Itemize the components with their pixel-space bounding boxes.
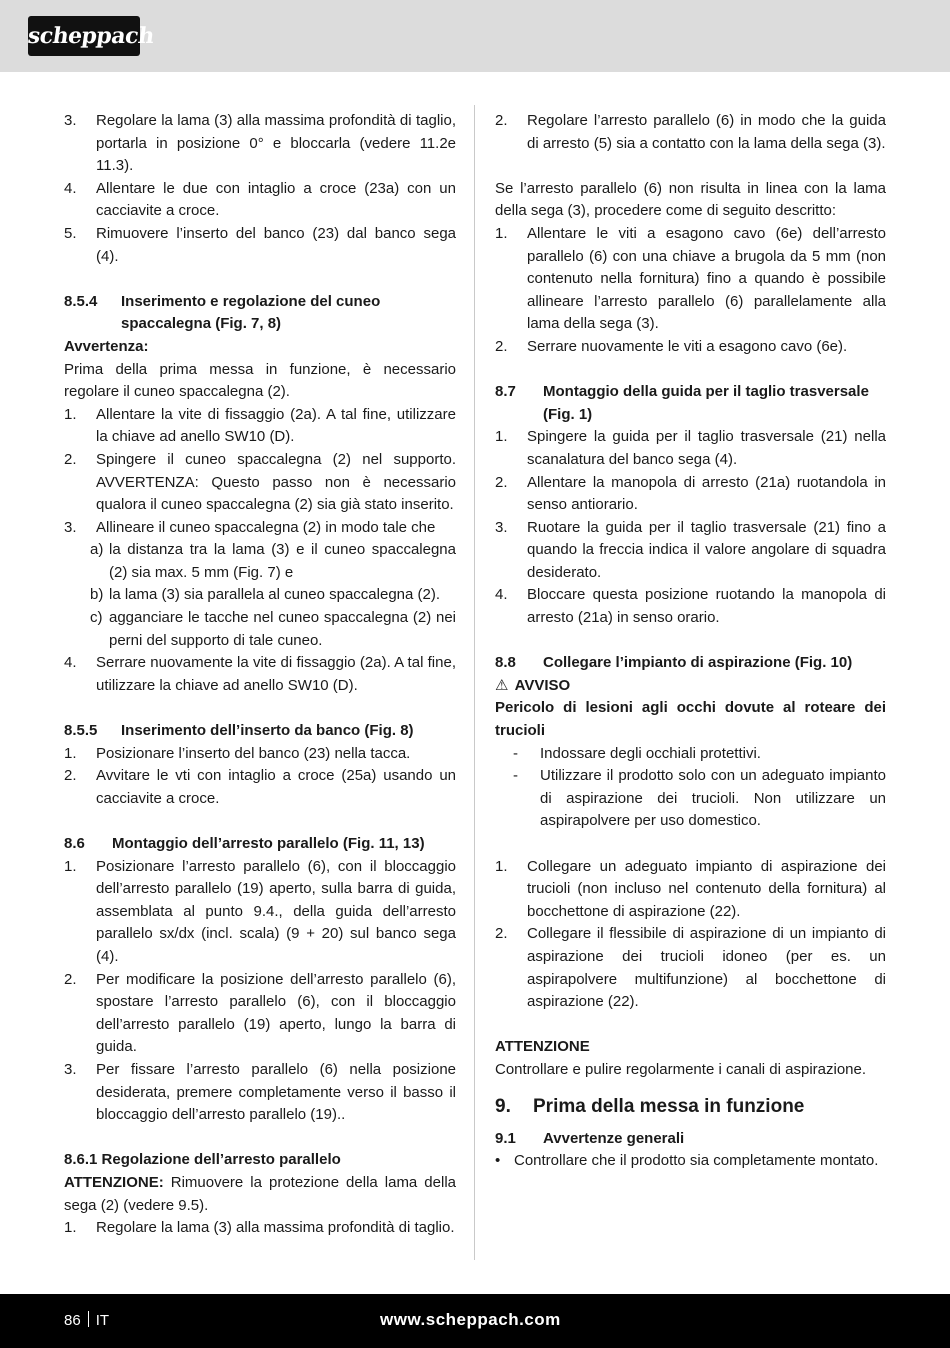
sub-item: c) agganciare le tacche nel cuneo spaccalegna (2) nei perni del supporto di tale cuneo. (90, 609, 456, 649)
header-bar (0, 0, 950, 72)
list-item: 4. Allentare le due con intaglio a croce (23a) con un cacciavite a croce. (64, 179, 456, 220)
page-indicator (64, 1310, 109, 1332)
language-code: IT (95, 1312, 110, 1329)
list-item: 1. Regolare la lama (3) alla massima profondità di taglio. (64, 1219, 455, 1237)
list-item: 4. Bloccare questa posizione ruotando la manopola di arresto (21a) in senso orario. (495, 586, 886, 627)
page-number: 86 (64, 1312, 81, 1329)
attenzione-label: ATTENZIONE (495, 1038, 590, 1056)
list-item: 3. Regolare la lama (3) alla massima profondità di taglio, portarla in posizione 0° e bloccarla (vedere 11.2e 11.3). (64, 112, 456, 175)
list-item: 2. Per modificare la posizione dell’arresto parallelo (6), spostare l’arresto parallelo (6), con il bloccaggio dell’arresto parallelo (19) aperto, lungo la barra di guida. (64, 970, 456, 1056)
section-heading-8-8: 8.8 Collegare l’impianto di aspirazione (Fig. 10) (495, 654, 853, 672)
list-item: 1. Allentare la vite di fissaggio (2a). A tal fine, utilizzare la chiave ad anello SW10 (D). (64, 405, 456, 446)
left-column (64, 110, 456, 1240)
attenzione-text: Controllare e pulire regolarmente i canali di aspirazione. (495, 1060, 867, 1078)
right-column (495, 110, 886, 1173)
list-item: 1. Allentare le viti a esagono cavo (6e) dell’arresto parallelo (6) con una chiave a brugola da 5 mm (non contenuto nella fornitura) fino a quando è possibile allineare l’arresto parallelo (6) parallelamente alla lama della sega (3). (495, 224, 886, 333)
section-heading-8-5-4: 8.5.4 Inserimento e regolazione del cuneo spaccalegna (Fig. 7, 8) (64, 292, 381, 333)
footer-bar (0, 1294, 950, 1348)
avviso-label: AVVISO (514, 676, 571, 694)
avviso-line (495, 675, 886, 698)
page-separator (88, 1311, 89, 1327)
list-item: 2. Allentare la manopola di arresto (21a) ruotandola in senso antiorario. (495, 473, 886, 514)
list-item: 3. Allineare il cuneo spaccalegna (2) in modo tale che (64, 518, 436, 536)
column-divider (474, 105, 475, 1260)
dash-item: - Utilizzare il prodotto solo con un adeguato impianto di aspirazione dei trucioli. Non utilizzare un aspirapolvere per uso domestico. (513, 767, 886, 830)
paragraph: Se l’arresto parallelo (6) non risulta in linea con la lama della sega (3), procedere come di seguito descritto: (495, 179, 886, 220)
avvertenza-text: Prima della prima messa in funzione, è necessario regolare il cuneo spaccalegna (2). (64, 360, 456, 401)
list-item: 2. Avvitare le vti con intaglio a croce (25a) usando un cacciavite a croce. (64, 767, 456, 807)
list-item: 2. Spingere il cuneo spaccalegna (2) nel supporto. AVVERTENZA: Questo passo non è necessario qualora il cuneo spaccalegna (2) sia già stato inserito. (64, 450, 456, 514)
attenzione-note (64, 1172, 456, 1217)
list-item: 2. Regolare l’arresto parallelo (6) in modo che la guida di arresto (5) sia a contatto con la lama della sega (3). (495, 112, 886, 152)
section-heading-8-5-5: 8.5.5 Inserimento dell’inserto da banco (Fig. 8) (64, 722, 414, 740)
website-url: www.scheppach.com (380, 1310, 561, 1329)
list-item: 2. Serrare nuovamente le viti a esagono cavo (6e). (495, 337, 848, 355)
list-item: 1. Posizionare l’arresto parallelo (6), con il bloccaggio dell’arresto parallelo (19) aperto, sulla barra di guida, assemblata al punto 9.4., della guida dell’arresto parallelo sx/dx (incl. scala) (9 + 20) sul banco sega (4). (64, 857, 456, 965)
warning-text: Pericolo di lesioni agli occhi dovute al roteare dei trucioli (495, 699, 886, 740)
list-steps-a (64, 110, 456, 268)
section-heading-8-6-1: 8.6.1 Regolazione dell’arresto parallelo (64, 1151, 341, 1169)
list-item: 3. Ruotare la guida per il taglio trasversale (21) fino a quando la freccia indica il valore angolare di squadra desiderato. (495, 518, 886, 581)
list-item: 4. Serrare nuovamente la vite di fissaggio (2a). A tal fine, utilizzare la chiave ad anello SW10 (D). (64, 654, 456, 694)
list-item: 1. Spingere la guida per il taglio trasversale (21) nella scanalatura del banco sega (4). (495, 428, 886, 468)
bullet-item: • Controllare che il prodotto sia completamente montato. (495, 1152, 879, 1170)
attenzione-label: ATTENZIONE: (64, 1173, 164, 1191)
warning-icon: ⚠ (495, 676, 509, 694)
scheppach-logo (26, 16, 156, 56)
logo-text: scheppach (26, 23, 156, 49)
list-item: 1. Posizionare l’inserto del banco (23) nella tacca. (64, 744, 411, 762)
sub-item: b) la lama (3) sia parallela al cuneo spaccalegna (2). (90, 586, 441, 604)
section-heading-8-6: 8.6 Montaggio dell’arresto parallelo (Fig. 11, 13) (64, 835, 425, 852)
avvertenza-label: Avvertenza: (64, 337, 149, 355)
attenzione-text: Rimuovere la protezione della lama della sega (2) (vedere 9.5). (64, 1173, 456, 1214)
section-heading-9-1: 9.1 Avvertenze generali (495, 1129, 685, 1147)
list-item: 3. Per fissare l’arresto parallelo (6) nella posizione desiderata, premere completamente verso il basso il bloccaggio dell’arresto parallelo (19).. (64, 1060, 456, 1124)
sub-item: a) la distanza tra la lama (3) e il cuneo spaccalegna (2) sia max. 5 mm (Fig. 7) e (90, 541, 456, 581)
dash-item: - Indossare degli occhiali protettivi. (513, 744, 761, 762)
list-item: 1. Collegare un adeguato impianto di aspirazione dei trucioli (non incluso nel contenuto della fornitura) al bocchettone di aspirazione (22). (495, 857, 886, 920)
section-heading-8-7: 8.7 Montaggio della guida per il taglio trasversale (Fig. 1) (495, 383, 869, 423)
chapter-heading-9: 9. Prima della messa in funzione (495, 1095, 805, 1117)
list-item: 2. Collegare il flessibile di aspirazione di un impianto di aspirazione dei trucioli idoneo (per es. un aspirapolvere multifunzione) al bocchettone di aspirazione (22). (495, 925, 886, 1011)
list-item: 5. Rimuovere l’inserto del banco (23) dal banco sega (4). (64, 224, 456, 265)
